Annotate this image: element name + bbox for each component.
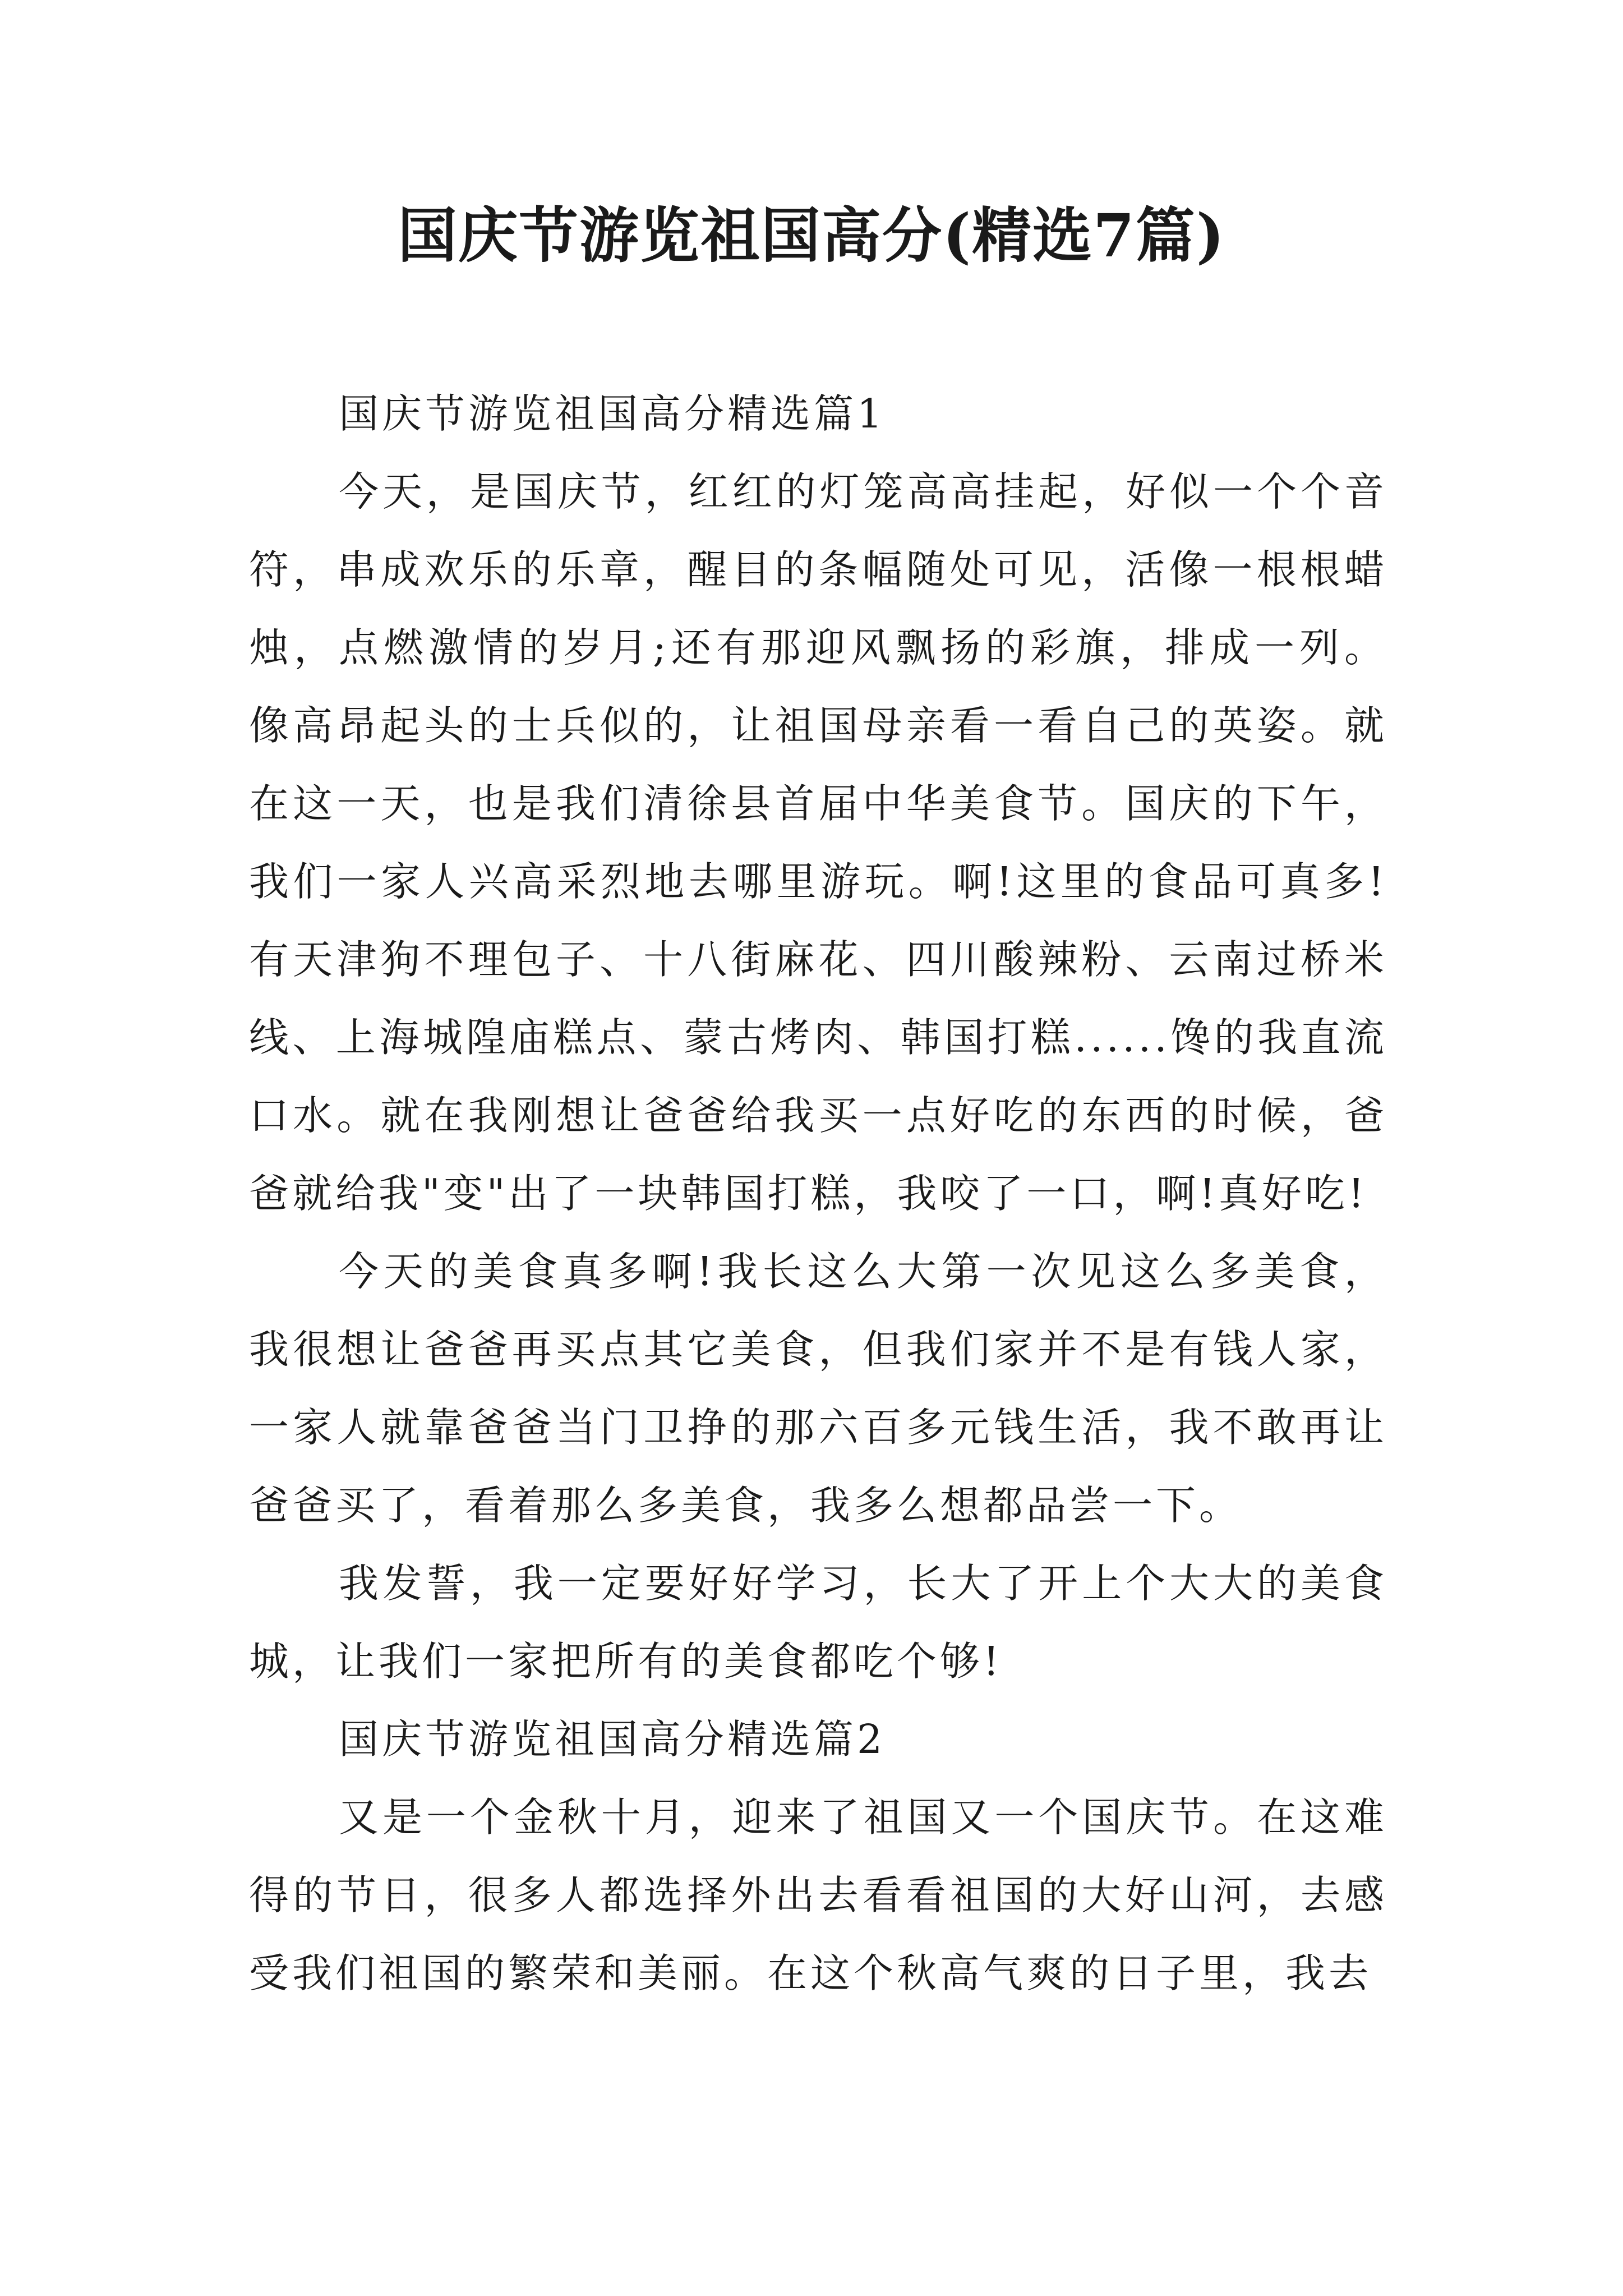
document-body bbox=[249, 375, 1387, 2012]
body-paragraph: 今天的美食真多啊!我长这么大第一次见这么多美食，我很想让爸爸再买点其它美食，但我们家并不是有钱人家，一家人就靠爸爸当门卫挣的那六百多元钱生活，我不敢再让爸爸买了，看着那么多美食，我多么想都品尝一下。 bbox=[249, 1248, 1387, 1529]
body-paragraph: 又是一个金秋十月，迎来了祖国又一个国庆节。在这难得的节日，很多人都选择外出去看看祖国的大好山河，去感受我们祖国的繁荣和美丽。在这个秋高气爽的日子里，我去 bbox=[249, 1794, 1387, 1996]
section-heading: 国庆节游览祖国高分精选篇2 bbox=[339, 1716, 886, 1763]
body-paragraph: 今天，是国庆节，红红的灯笼高高挂起，好似一个个音符，串成欢乐的乐章，醒目的条幅随处可见，活像一根根蜡烛，点燃激情的岁月;还有那迎风飘扬的彩旗，排成一列。像高昂起头的士兵似的，让祖国母亲看一看自己的英姿。就在这一天，也是我们清徐县首届中华美食节。国庆的下午，我们一家人兴高采烈地去哪里游玩。啊!这里的食品可真多!有天津狗不理包子、十八街麻花、四川酸辣粉、云南过桥米线、上海城隍庙糕点、蒙古烤肉、韩国打糕......馋的我直流口水。就在我刚想让爸爸给我买一点好吃的东西的时候，爸爸就给我"变"出了一块韩国打糕，我咬了一口，啊!真好吃! bbox=[249, 468, 1387, 1217]
body-paragraph: 我发誓，我一定要好好学习，长大了开上个大大的美食城，让我们一家把所有的美食都吃个够! bbox=[249, 1560, 1387, 1685]
section-heading: 国庆节游览祖国高分精选篇1 bbox=[339, 390, 886, 437]
document-title: 国庆节游览祖国高分(精选7篇) bbox=[397, 200, 1226, 270]
